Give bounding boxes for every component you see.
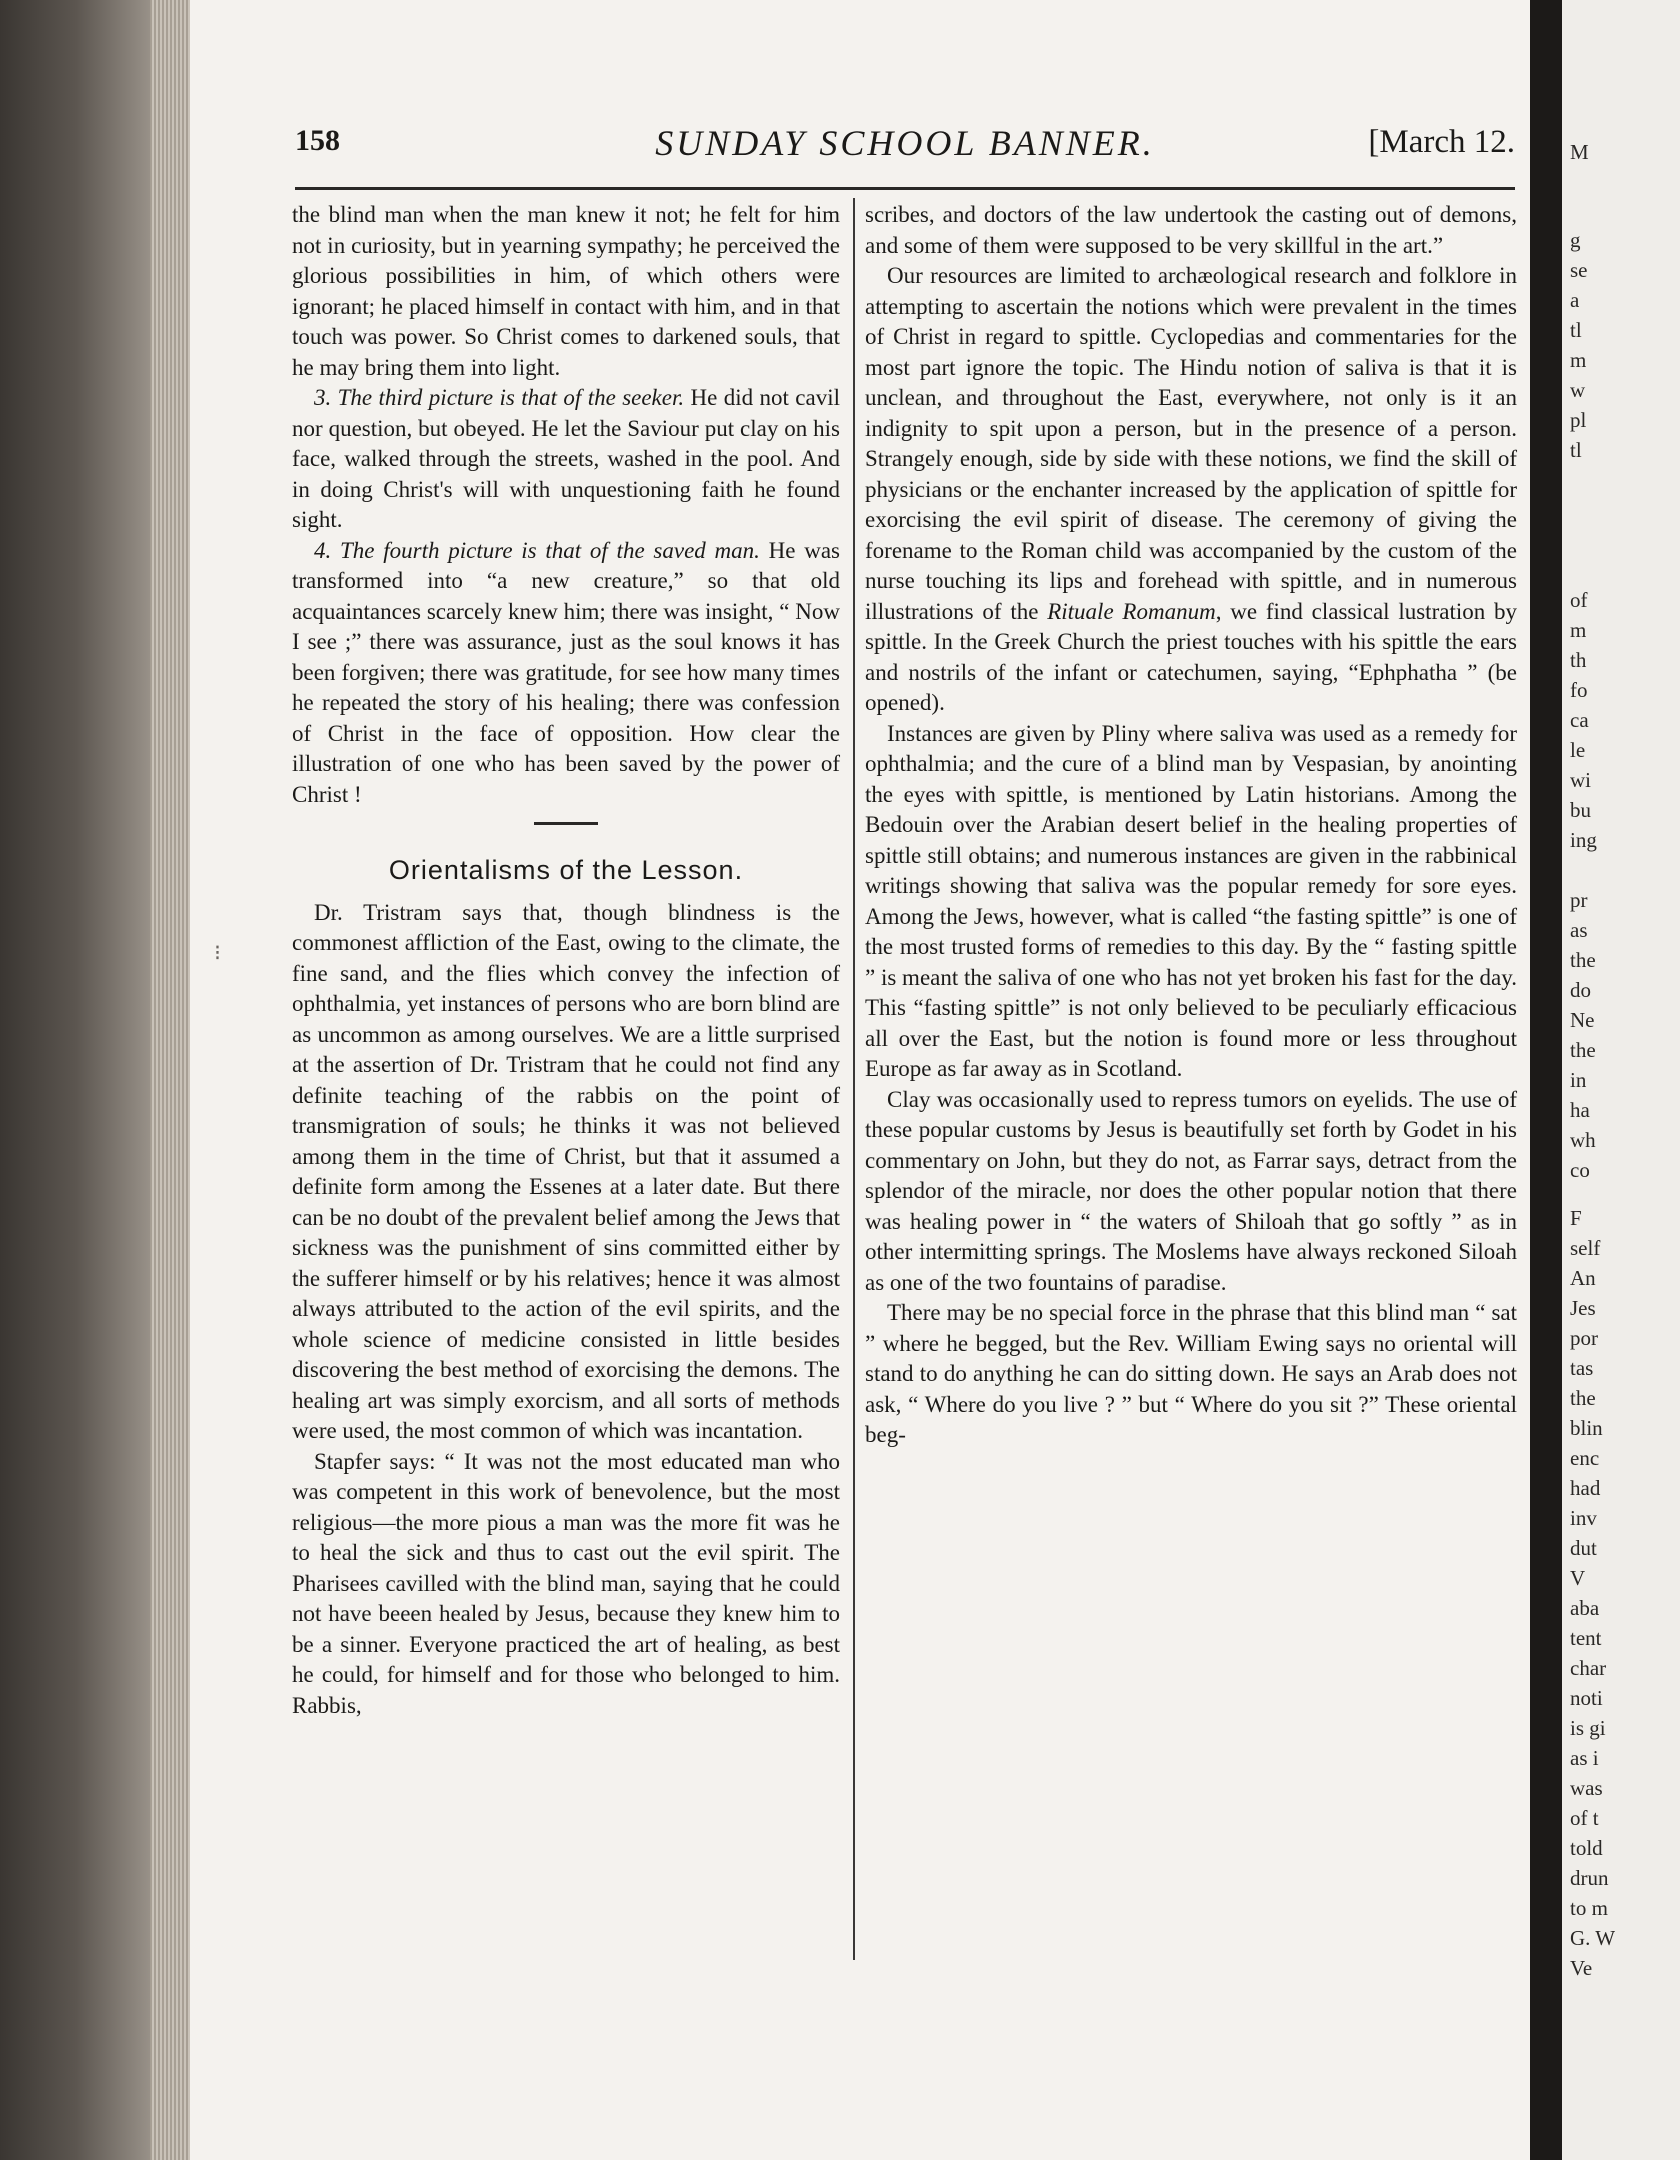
facing-page-text-fragment: of t	[1570, 1806, 1599, 1830]
right-paragraph-2-b: , we find classical lustration by spittle. In the Greek Church the priest touches with his spittle the ears and nostrils of the infant or catechumen, saying, “Ephphatha ” (be opened).	[865, 598, 1518, 715]
facing-page-text-fragment: drun	[1570, 1866, 1609, 1890]
facing-page-text-fragment: char	[1570, 1656, 1607, 1680]
facing-page-text-fragment: ing	[1570, 828, 1597, 852]
facing-page-text-fragment: An	[1570, 1266, 1596, 1290]
facing-page-text-fragment: wh	[1570, 1128, 1596, 1152]
facing-page-text-fragment: to m	[1570, 1896, 1608, 1920]
left-paragraph-1: the blind man when the man knew it not; he felt for him not in curiosity, but in yearning sympathy; he perceived the glorious possibilities in him, of which others were ignorant; he placed himself in contact with him, and in that touch was power. So Christ comes to darkened souls, that he may bring them into light.	[292, 202, 840, 380]
facing-page-text-fragment: fo	[1570, 678, 1588, 702]
facing-page-text-fragment: tl	[1570, 318, 1582, 342]
document-page	[190, 0, 1530, 2160]
facing-page-text-fragment: Jes	[1570, 1296, 1596, 1320]
facing-page-text-fragment: blin	[1570, 1416, 1603, 1440]
facing-page-text-fragment: co	[1570, 1158, 1590, 1182]
facing-page-text-fragment: as i	[1570, 1746, 1599, 1770]
right-paragraph-5: There may be no special force in the phrase that this blind man “ sat ” where he begged, but the Rev. William Ewing says no oriental will stand to do anything he can do sitting down. He says an Arab does not ask, “ Where do you live ? ” but “ Where do you sit ?” These oriental beg-	[865, 1300, 1517, 1447]
facing-page-text-fragment: in	[1570, 1068, 1587, 1092]
book-gutter	[1530, 0, 1562, 2160]
page-header	[295, 122, 1515, 172]
margin-mark: ⁝	[214, 940, 221, 965]
facing-page-text-fragment: the	[1570, 1386, 1596, 1410]
facing-page-text-fragment: por	[1570, 1326, 1598, 1350]
facing-page-text-fragment: M	[1570, 140, 1589, 164]
page-number: 158	[295, 124, 340, 157]
facing-page-text-fragment: tas	[1570, 1356, 1594, 1380]
facing-page-text-fragment: had	[1570, 1476, 1601, 1500]
facing-page-text-fragment: pl	[1570, 408, 1587, 432]
issue-date: [March 12.	[1368, 124, 1515, 160]
facing-page-text-fragment: enc	[1570, 1446, 1600, 1470]
rituale-romanum-title: Rituale Romanum	[1047, 598, 1216, 624]
right-paragraph-2-a: Our resources are limited to archæological research and folklore in attempting to ascertain the notions which were prevalent in the times of Christ in regard to spittle. Cyclopedias and commentaries for the most part ignore the topic. The Hindu notion of saliva is that it is unclean, and throughout the East, everywhere, not only is it an indignity to spit upon a person, but in the presence of a person. Strangely enough, side by side with these notions, we find the skill of physicians or the enchanter increased by the application of spittle for exorcising the evil spirit of disease. The ceremony of giving the forename to the Roman child was accompanied by the custom of the nurse touching its lips and forehead with spittle, and in numerous illustrations of the	[865, 263, 1517, 624]
point-4-heading: 4. The fourth picture is that of the saved man.	[314, 537, 760, 563]
left-paragraph-2	[292, 383, 840, 536]
book-page-edges	[0, 0, 190, 2160]
section-rule	[534, 822, 598, 825]
facing-page-text-fragment: G. W	[1570, 1926, 1616, 1950]
left-paragraph-4: Dr. Tristram says that, though blindness is the commonest affliction of the East, owing to the climate, the fine sand, and the flies which convey the infection of ophthalmia, yet instances of persons who are born blind are as uncommon as among ourselves. We are a little surprised at the assertion of Dr. Tristram that he could not find any definite teaching of the rabbis on the point of transmigration of souls; he thinks it was not believed among them in the time of Christ, but that it assumed a definite form among the Essenes at a later date. But there can be no doubt of the prevalent belief among the Jews that sickness was the punishment of sins committed either by the sufferer himself or by his relatives; hence it was almost always attributed to the action of the evil spirits, and the whole science of medicine consisted in little besides discovering the best method of exorcising the demons. The healing art was simply exorcism, and all sorts of methods were used, the most common of which was incantation.	[292, 899, 841, 1443]
facing-page-text-fragment: self	[1570, 1236, 1601, 1260]
column-divider	[853, 198, 855, 1960]
right-paragraph-2	[865, 261, 1517, 719]
right-paragraph-1: scribes, and doctors of the law undertook the casting out of demons, and some of them were supposed to be very skillful in the art.”	[865, 202, 1517, 258]
facing-page-text-fragment: tent	[1570, 1626, 1602, 1650]
facing-page-text-fragment: of	[1570, 588, 1588, 612]
facing-page-text-fragment: V	[1570, 1566, 1586, 1590]
facing-page-text-fragment: noti	[1570, 1686, 1603, 1710]
facing-page-text-fragment: inv	[1570, 1506, 1597, 1530]
running-title: SUNDAY SCHOOL BANNER.	[655, 123, 1155, 163]
facing-page-text-fragment: Ve	[1570, 1956, 1593, 1980]
left-column	[292, 200, 840, 1721]
point-4-body: He was transformed into “a new creature,” so that old acquaintances scarcely knew him; there was insight, “ Now I see ;” there was assurance, just as the soul knows it has been forgiven; there was gratitude, for see how many times he repeated the story of his healing; there was confession of Christ in the face of opposition. How clear the illustration of one who has been saved by the power of Christ !	[292, 537, 840, 807]
point-3-heading: 3. The third picture is that of the seeker.	[314, 385, 685, 410]
right-paragraph-3: Instances are given by Pliny where saliva was used as a remedy for ophthalmia; and the cure of a blind man by Vespasian, by anointing the eyes with spittle, is mentioned by Latin historians. Among the Bedouin over the Arabian desert belief in the healing properties of spittle still obtains; and numerous instances are given in the rabbinical writings showing that saliva was the popular remedy for sore eyes. Among the Jews, however, what is called “the fasting spittle” is one of the most trusted forms of remedies to this day. By the “ fasting spittle ” is meant the saliva of one who has not yet broken his fast for the day. This “fasting spittle” is not only believed to be peculiarly efficacious all over the East, but the notion is found more or less throughout Europe as far away as in Scotland.	[865, 720, 1517, 1081]
facing-page-text-fragment: is gi	[1570, 1716, 1606, 1740]
facing-page-text-fragment: a	[1570, 288, 1580, 312]
facing-page-text-fragment: aba	[1570, 1596, 1600, 1620]
facing-page-text-fragment: se	[1570, 258, 1588, 282]
facing-page-text-fragment: told	[1570, 1836, 1603, 1860]
left-paragraph-5: Stapfer says: “ It was not the most educated man who was competent in this work of benevolence, but the most religious—the more pious a man was the more fit was he to heal the sick and thus to cast out the evil spirit. The Pharisees cavilled with the blind man, saying that he could not have beeen healed by Jesus, because they knew him to be a sinner. Everyone practiced the art of healing, as best he could, for himself and for those who belonged to him. Rabbis,	[292, 1448, 840, 1718]
facing-page-text-fragment: ha	[1570, 1098, 1590, 1122]
left-paragraph-3	[292, 536, 840, 811]
facing-page-text-fragment: w	[1570, 378, 1586, 402]
facing-page-text-fragment: pr	[1570, 888, 1588, 912]
section-heading	[292, 822, 840, 886]
facing-page-text-fragment: g	[1570, 228, 1581, 252]
facing-page-text-fragment: m	[1570, 348, 1587, 372]
right-paragraph-4: Clay was occasionally used to repress tumors on eyelids. The use of these popular customs by Jesus is beautifully set forth by Godet in his commentary on John, but they do not, as Farrar says, detract from the splendor of the miracle, nor does the other popular notion that there was healing power in “ the waters of Shiloah that go softly ” as in other intermitting springs. The Moslems have always reckoned Siloah as one of the two fountains of paradise.	[865, 1086, 1517, 1295]
facing-page-text-fragment: do	[1570, 978, 1591, 1002]
facing-page-text-fragment: was	[1570, 1776, 1603, 1800]
facing-page-fragment	[1562, 0, 1680, 2160]
section-title: Orientalisms of the Lesson.	[388, 855, 744, 885]
facing-page-text-fragment: the	[1570, 1038, 1596, 1062]
facing-page-text-fragment: ca	[1570, 708, 1589, 732]
header-rule	[295, 187, 1515, 190]
facing-page-text-fragment: Ne	[1570, 1008, 1595, 1032]
facing-page-text-fragment: dut	[1570, 1536, 1597, 1560]
facing-page-text-fragment: as	[1570, 918, 1588, 942]
point-3-body: He did not cavil nor question, but obeyed. He let the Saviour put clay on his face, walked through the streets, washed in the pool. And in doing Christ's will with unquestioning faith he found sight.	[292, 385, 840, 532]
facing-page-text-fragment: F	[1570, 1206, 1582, 1230]
facing-page-text-fragment: th	[1570, 648, 1587, 672]
facing-page-text-fragment: le	[1570, 738, 1586, 762]
facing-page-text-fragment: the	[1570, 948, 1596, 972]
facing-page-text-fragment: wi	[1570, 768, 1591, 792]
facing-page-text-fragment: bu	[1570, 798, 1591, 822]
facing-page-text-fragment: m	[1570, 618, 1587, 642]
facing-page-text-fragment: tl	[1570, 438, 1582, 462]
right-column	[865, 200, 1517, 1451]
